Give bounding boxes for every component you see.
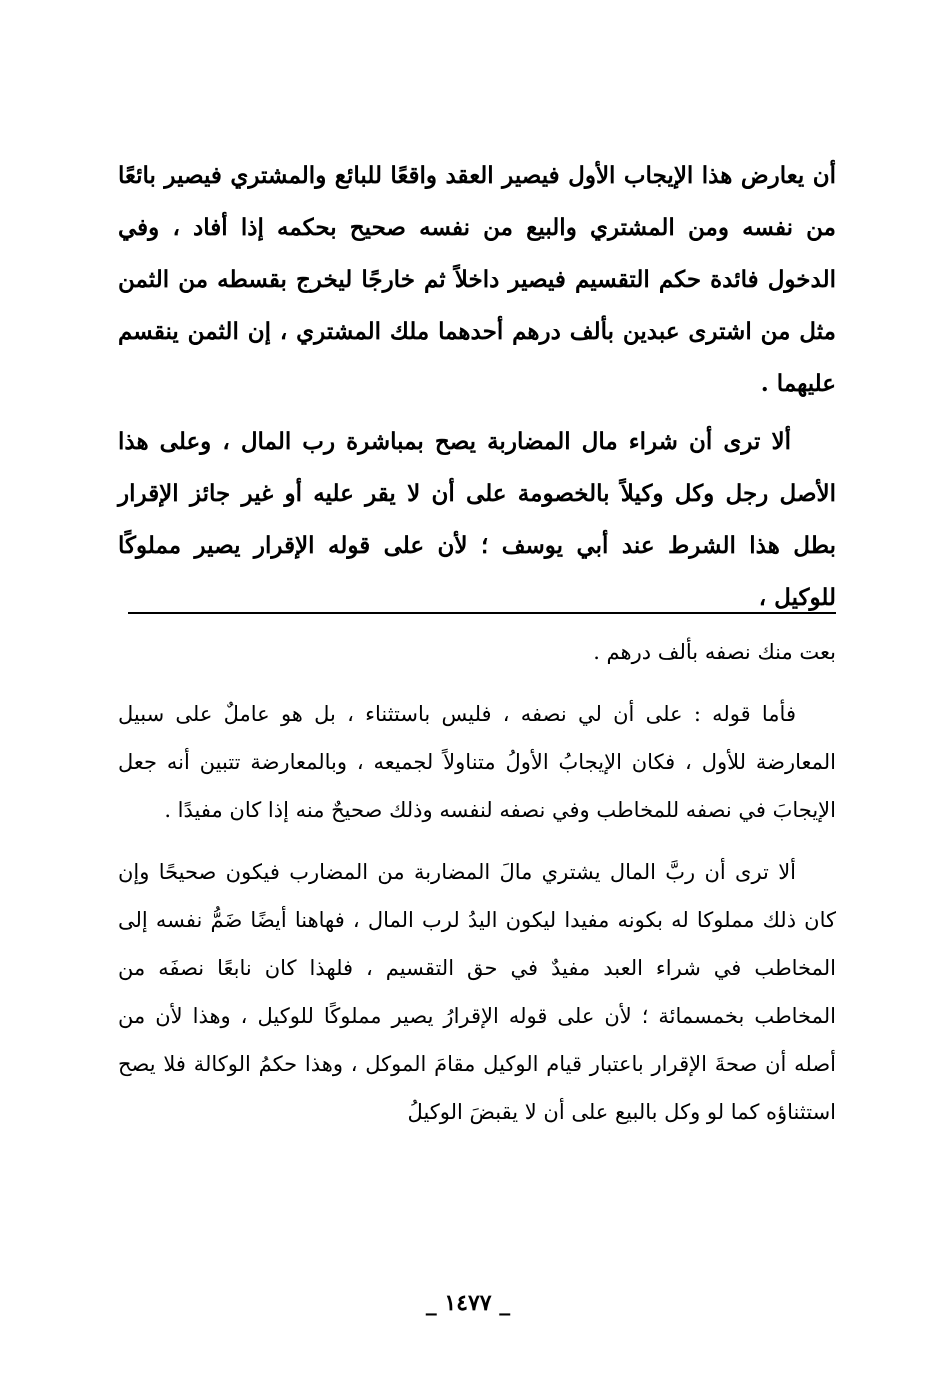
main-text bbox=[118, 150, 836, 630]
footnote-paragraph-2: فأما قوله : على أن لي نصفه ، فليس باستثناء ، بل هو عاملٌ على سبيل المعارضة للأول ، فكان الإيجابُ الأولُ متناولاً لجميعه ، وبالمعارضة تتبين أنه جعل الإيجابَ في نصفه للمخاطب وفي نصفه لنفسه وذلك صحيحٌ منه إذا كان مفيدًا . bbox=[118, 702, 836, 822]
main-paragraph-2: ألا ترى أن شراء مال المضاربة يصح بمباشرة رب المال ، وعلى هذا الأصل رجل وكل وكيلاً بالخصومة على أن لا يقر عليه أو غير جائز الإقرار بطل هذا الشرط عند أبي يوسف ؛ لأن على قوله الإقرار يصير مملوكًا للوكيل ، bbox=[118, 428, 836, 611]
footnote-divider bbox=[128, 612, 836, 614]
footnotes bbox=[118, 628, 836, 1150]
main-paragraph-1: أن يعارض هذا الإيجاب الأول فيصير العقد واقعًا للبائع والمشتري فيصير بائعًا من نفسه ومن المشتري والبيع من نفسه صحيح بحكمه إذا أفاد ، وفي الدخول فائدة حكم التقسيم فيصير داخلاً ثم خارجًا ليخرج بقسطه من الثمن مثل من اشترى عبدين بألف درهم أحدهما ملك المشتري ، إن الثمن ينقسم عليهما . bbox=[118, 162, 836, 397]
footnote-paragraph-1: بعت منك نصفه بألف درهم . bbox=[593, 640, 836, 664]
footnote-paragraph-3: ألا ترى أن ربَّ المال يشتري مالَ المضاربة من المضارب فيكون صحيحًا وإن كان ذلك مملوكا له بكونه مفيدا ليكون اليدُ لرب المال ، فهاهنا أيضًا ضَمُّ نفسه إلى المخاطب في شراء العبد مفيدٌ في حق التقسيم ، فلهذا كان نابعًا نصفَه من المخاطب بخمسمائة ؛ لأن على قوله الإقرارُ يصير مملوكًا للوكيل ، وهذا لأن من أصله أن صحةَ الإقرار باعتبار قيام الوكيل مقامَ الموكل ، وهذا حكمُ الوكالة فلا يصح استثناؤه كما لو وكل بالبيع على أن لا يقبضَ الوكيلُ bbox=[118, 860, 836, 1124]
page-number: _ ١٤٧٧ _ bbox=[425, 1290, 511, 1316]
